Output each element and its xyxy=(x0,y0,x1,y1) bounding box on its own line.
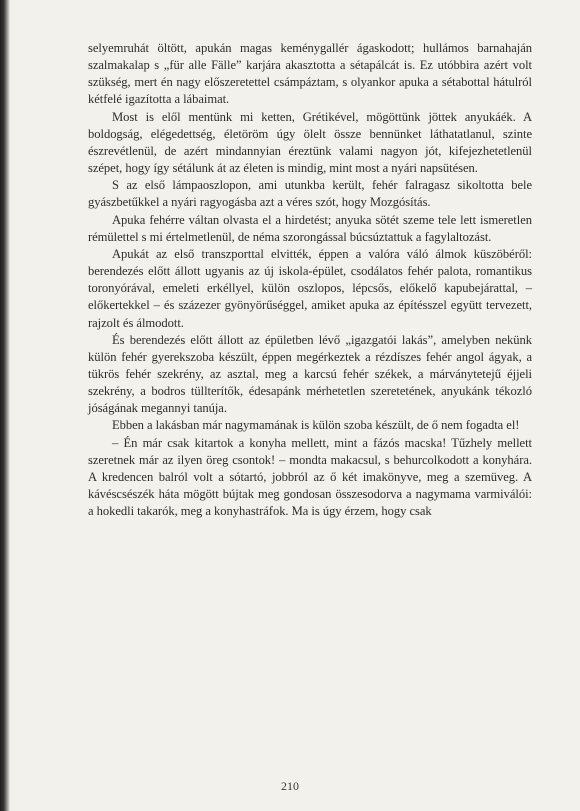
paragraph: Most is elől mentünk mi ketten, Grétikével, mögöttünk jöttek anyukáék. A boldogság, elégedettség, életöröm úgy ölelt össze bennünket láthatatlanul, szinte észrevétlenül, de azért mindannyian éreztünk valami nagyon jót, kifejezhetetlenül szépet, hogy így sétálunk át az életen is mindig, mint most a nyári napsütésen. xyxy=(88,109,532,176)
paragraph: S az első lámpaoszlopon, ami utunkba került, fehér falragasz sikoltotta bele gyászbetűkkel a nyári ragyogásba azt a véres szót, hogy Mozgósítás. xyxy=(88,178,532,210)
page-number: 210 xyxy=(281,779,299,793)
paragraph-continuation: selyemruhát öltött, apukán magas keménygallér ágaskodott; hullámos barnahaján szalmakalap s „für alle Fälle” karjára akasztotta a sétapálcát is. Ez utóbbira azért volt szükség, mert én nagy előszeretettel csámpáztam, s olyankor apuka a sétabottal hátulról kétfelé igazította a lábaimat. xyxy=(88,41,532,107)
book-page-text xyxy=(88,40,532,520)
paragraph: Apuka fehérre váltan olvasta el a hirdetést; anyuka sötét szeme tele lett ismeretlen rémülettel s mi értelmetlenül, de néma szorongással búcsúztattuk a fagylaltozást. xyxy=(88,212,532,244)
paragraph-dialogue: – Én már csak kitartok a konyha mellett, mint a fázós macska! Tűzhely mellett szeretnek már az ilyen öreg csontok! – mondta makacsul, s behurcolkodott a konyhára. A kredencen balról volt a sótartó, jobbról az ő két imakönyve, meg a szemüveg. A kávéscsészék háta mögött bújtak meg gondosan összesodorva a nagymama varmiválói: a hokedli takarók, meg a konyhastráfok. Ma is úgy érzem, hogy csak xyxy=(88,435,532,519)
scan-shadow-edge xyxy=(0,0,10,811)
paragraph: Apukát az első transzporttal elvitték, éppen a valóra váló álmok küszöbéről: berendezés előtt állott ugyanis az új iskola-épület, csodálatos fehér palota, romantikus toronyórával, emeleti erkéllyel, külön oszlopos, lépcsős, előkelő kapubejárattal, – előkertekkel – és százezer gyönyörűséggel, amiket apuka az építésszel együtt tervezett, rajzolt és álmodott. xyxy=(88,246,532,330)
paragraph: Ebben a lakásban már nagymamának is külön szoba készült, de ő nem fogadta el! xyxy=(112,418,520,433)
paragraph: És berendezés előtt állott az épületben lévő „igazgatói lakás”, amelyben nekünk külön fehér gyerekszoba készült, éppen megérkeztek a rézdíszes fehér angol ágyak, a tükrös fehér szekrény, az asztal, meg a karcsú fehér székek, a márványtetejű éjjeli szekrény, a bodros tüllterítők, édesapánk mérhetetlen szeretetének, anyukánk tékozló jóságának megannyi tanúja. xyxy=(88,332,532,416)
